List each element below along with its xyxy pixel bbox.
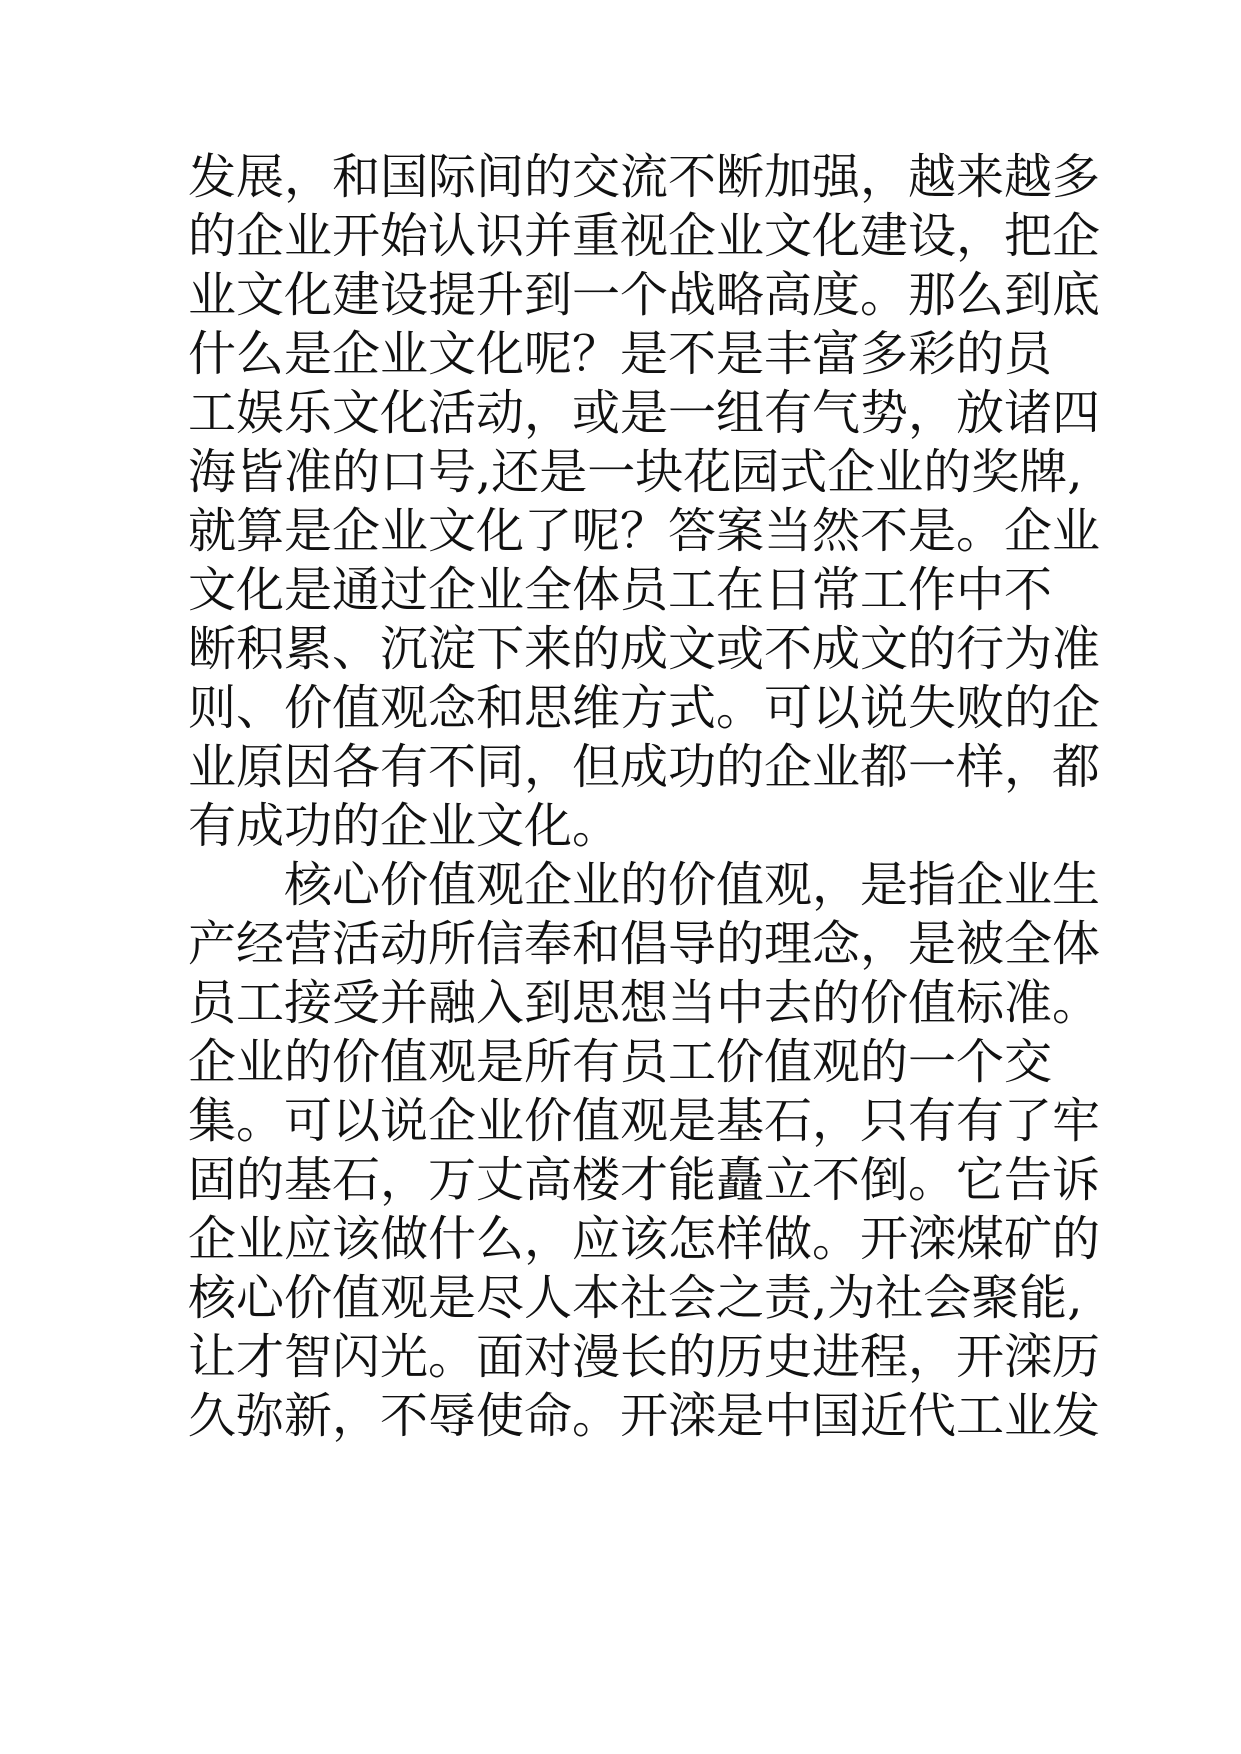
body-text <box>188 148 1101 1446</box>
text-line: 企业的价值观是所有员工价值观的一个交 <box>188 1034 1053 1090</box>
text-line: 久弥新，不辱使命。开滦是中国近代工业发 <box>188 1388 1101 1444</box>
text-line: 让才智闪光。面对漫长的历史进程，开滦历 <box>188 1329 1101 1385</box>
text-line: 核心价值观是尽人本社会之责,为社会聚能, <box>188 1270 1083 1326</box>
text-line: 产经营活动所信奉和倡导的理念，是被全体 <box>188 916 1101 972</box>
text-line: 什么是企业文化呢？是不是丰富多彩的员 <box>188 326 1053 382</box>
text-line: 发展，和国际间的交流不断加强，越来越多 <box>188 149 1101 205</box>
text-line: 有成功的企业文化。 <box>188 798 621 854</box>
text-line: 海皆准的口号,还是一块花园式企业的奖牌, <box>188 444 1083 500</box>
paragraph-first-line: 核心价值观企业的价值观，是指企业生 <box>284 857 1101 913</box>
text-line: 集。可以说企业价值观是基石，只有有了牢 <box>188 1093 1101 1149</box>
text-line: 员工接受并融入到思想当中去的价值标准。 <box>188 975 1101 1031</box>
text-line: 固的基石，万丈高楼才能矗立不倒。它告诉 <box>188 1152 1101 1208</box>
text-line: 业原因各有不同，但成功的企业都一样，都 <box>188 739 1101 795</box>
text-line: 就算是企业文化了呢？答案当然不是。企业 <box>188 503 1101 559</box>
text-line: 的企业开始认识并重视企业文化建设，把企 <box>188 208 1101 264</box>
text-line: 业文化建设提升到一个战略高度。那么到底 <box>188 267 1101 323</box>
text-line: 则、价值观念和思维方式。可以说失败的企 <box>188 680 1101 736</box>
text-line: 企业应该做什么，应该怎样做。开滦煤矿的 <box>188 1211 1101 1267</box>
text-line: 断积累、沉淀下来的成文或不成文的行为准 <box>188 621 1101 677</box>
text-line: 工娱乐文化活动，或是一组有气势，放诸四 <box>188 385 1101 441</box>
text-line: 文化是通过企业全体员工在日常工作中不 <box>188 562 1053 618</box>
